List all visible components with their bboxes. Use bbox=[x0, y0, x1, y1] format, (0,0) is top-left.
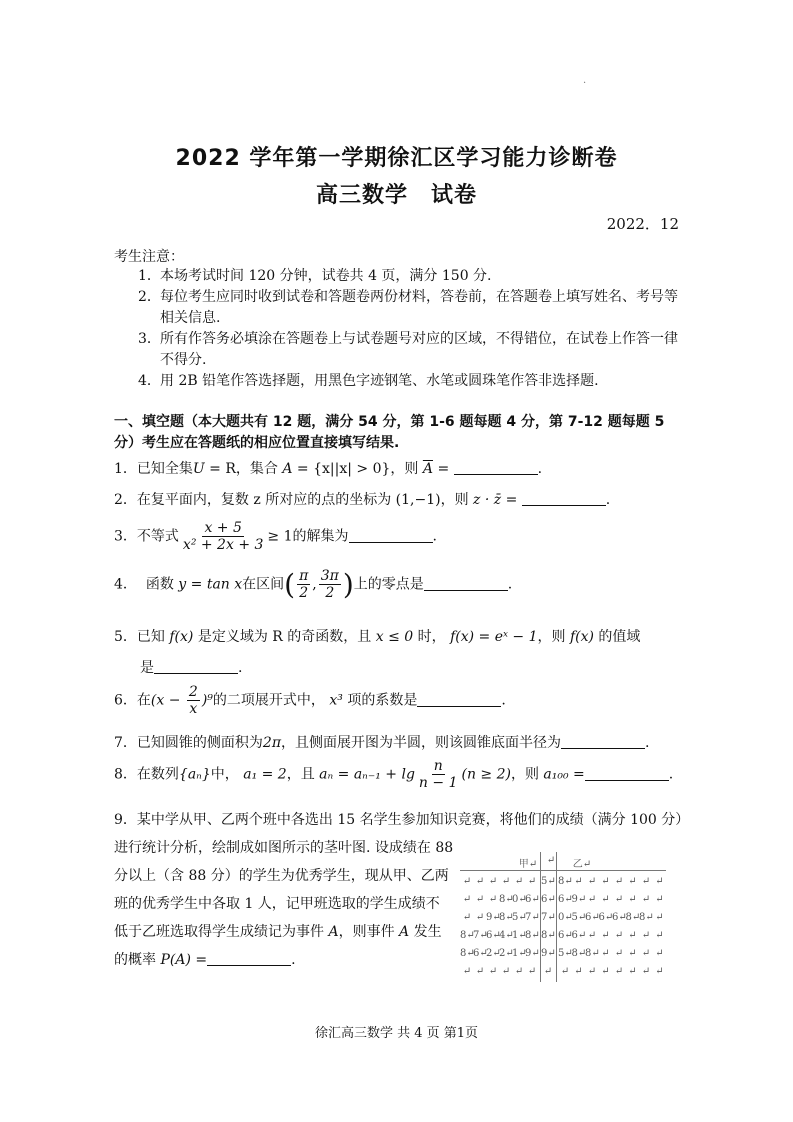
fraction: $\frac{x + 5}{\text{x² + 2x + 3}}$ bbox=[182, 520, 264, 554]
stem-leaf-left-cell: 7↵ bbox=[525, 912, 540, 923]
stem-leaf-left-cell: ↵ bbox=[462, 876, 472, 887]
question-6: 6．在(x − $\frac{2}{x}$ )⁹的二项展开式中， x³ 项的系数是 . bbox=[114, 684, 506, 718]
stem-leaf-right-cell: 5↵ bbox=[558, 948, 573, 959]
stem-leaf-right-cell: 8↵ bbox=[585, 948, 600, 959]
stem-leaf-stem-cell: ↵ bbox=[543, 966, 553, 977]
stem-leaf-right-cell: ↵ bbox=[628, 894, 637, 905]
question-7: 7．已知圆锥的侧面积为2π，且侧面展开图为半圆，则该圆锥底面半径为 . bbox=[114, 735, 650, 751]
corner-dot: . bbox=[583, 75, 587, 86]
stem-leaf-left-cell: ↵ bbox=[475, 876, 485, 887]
stem-leaf-right-cell: ↵ bbox=[655, 894, 664, 905]
answer-blank[interactable] bbox=[585, 766, 669, 781]
stem-leaf-right-cell: 5↵ bbox=[571, 912, 587, 923]
stem-leaf-right-cell: ↵ bbox=[574, 876, 583, 887]
stem-leaf-left-cell: ↵ bbox=[462, 894, 472, 905]
stem-leaf-left-cell: 9↵ bbox=[525, 948, 540, 959]
stem-leaf-left-cell: ↵ bbox=[475, 894, 485, 905]
stem-header-left: 甲↵ bbox=[518, 859, 538, 870]
stem-leaf-plot bbox=[460, 852, 666, 982]
stem-leaf-right-cell: ↵ bbox=[587, 966, 597, 977]
stem-leaf-left-cell: 7↵ bbox=[473, 930, 488, 941]
stem-leaf-left-cell: 1↵ bbox=[512, 948, 527, 959]
stem-leaf-right-cell: 8↵ bbox=[639, 912, 654, 923]
stem-leaf-left-cell: 9↵ bbox=[486, 912, 501, 923]
stem-leaf-left-cell: 8↵ bbox=[460, 930, 475, 941]
stem-leaf-right-cell: ↵ bbox=[641, 966, 651, 977]
stem-leaf-right-cell: 8↵ bbox=[558, 876, 573, 887]
stem-leaf-right-cell: ↵ bbox=[601, 876, 610, 887]
stem-leaf-left-cell: ↵ bbox=[475, 912, 485, 923]
stem-leaf-right-cell: 6↵ bbox=[585, 912, 600, 923]
stem-leaf-right-cell: 0↵ bbox=[558, 912, 573, 923]
exam-subtitle: 高三数学 试卷 bbox=[315, 183, 477, 208]
stem-leaf-right-cell: ↵ bbox=[614, 894, 624, 905]
stem-leaf-left-cell: 0↵ bbox=[512, 894, 527, 905]
stem-leaf-right-cell: ↵ bbox=[655, 930, 664, 941]
fraction: $\frac{n}{n - 1}$ bbox=[418, 758, 458, 792]
stem-leaf-right-cell: ↵ bbox=[614, 930, 624, 941]
stem-leaf-left-cell: 6↵ bbox=[486, 930, 501, 941]
stem-leaf-right-cell: ↵ bbox=[601, 930, 610, 941]
fraction: $\frac{3\pi}{2}$ bbox=[320, 568, 339, 602]
stem-leaf-right-cell: 9↵ bbox=[571, 894, 587, 905]
stem-leaf-right-cell: 6↵ bbox=[612, 912, 627, 923]
stem-leaf-right-cell: ↵ bbox=[628, 876, 637, 887]
notice-heading: 考生注意： bbox=[114, 249, 184, 265]
question-5: 5．已知 f(x) 是定义域为 R 的奇函数，且 x ≤ 0 时， f(x) = eˣ − 1，则 f(x) 的值域 bbox=[114, 629, 641, 645]
stem-leaf-right-cell: ↵ bbox=[574, 966, 583, 977]
stem-leaf-right-cell: ↵ bbox=[628, 930, 637, 941]
stem-leaf-left-cell: 5↵ bbox=[512, 912, 527, 923]
page-footer: 徐汇高三数学 共 4 页 第1页 bbox=[314, 1026, 479, 1041]
stem-leaf-right-cell: ↵ bbox=[655, 912, 664, 923]
stem-leaf-right-cell: 6↵ bbox=[558, 930, 573, 941]
stem-leaf-right-cell: 6↵ bbox=[598, 912, 614, 923]
answer-blank[interactable] bbox=[561, 734, 645, 749]
stem-leaf-right-cell: ↵ bbox=[641, 930, 651, 941]
stem-leaf-right-cell: ↵ bbox=[614, 876, 624, 887]
stem-header-mid: ↵ bbox=[546, 855, 556, 866]
stem-leaf-right-cell: ↵ bbox=[587, 876, 597, 887]
stem-leaf-left-cell: ↵ bbox=[501, 876, 511, 887]
question-1: 1．已知全集U = R，集合 A = {x||x| > 0}，则 $\overline{A}$ = . bbox=[114, 461, 543, 477]
answer-blank[interactable] bbox=[207, 951, 291, 966]
stem-leaf-left-cell: 6↵ bbox=[473, 948, 488, 959]
stem-leaf-left-cell: 8↵ bbox=[525, 930, 540, 941]
stem-leaf-right-cell: ↵ bbox=[655, 966, 664, 977]
stem-leaf-left-cell: ↵ bbox=[488, 894, 498, 905]
stem-leaf-left-cell: 2↵ bbox=[486, 948, 501, 959]
fraction: $\frac{2}{x}$ bbox=[188, 684, 198, 718]
stem-leaf-left-cell: ↵ bbox=[475, 966, 485, 977]
stem-leaf-stem-cell: 7↵ bbox=[541, 912, 556, 923]
answer-blank[interactable] bbox=[417, 692, 501, 707]
stem-leaf-right-cell: ↵ bbox=[641, 948, 651, 959]
stem-leaf-right-cell: ↵ bbox=[655, 948, 664, 959]
stem-leaf-left-cell: ↵ bbox=[488, 876, 498, 887]
notice-item-3: 3．所有作答务必填涂在答题卷上与试卷题号对应的区域，不得错位，在试卷上作答一律 不得分. bbox=[138, 331, 678, 368]
stem-leaf-right-cell: ↵ bbox=[601, 948, 610, 959]
stem-leaf-left-cell: 8↵ bbox=[499, 894, 514, 905]
stem-leaf-right-cell: ↵ bbox=[614, 966, 624, 977]
notice-item-1: 1．本场考试时间 120 分钟，试卷共 4 页，满分 150 分. bbox=[138, 268, 492, 284]
exam-date: 2022．12 bbox=[606, 215, 679, 233]
stem-leaf-left-cell: ↵ bbox=[514, 876, 524, 887]
stem-leaf-stem-cell: 8↵ bbox=[541, 930, 556, 941]
stem-leaf-right-cell: ↵ bbox=[614, 948, 624, 959]
stem-leaf-right-cell: ↵ bbox=[560, 966, 570, 977]
notice-list bbox=[138, 266, 683, 392]
stem-leaf-left-cell: ↵ bbox=[514, 966, 524, 977]
stem-leaf-left-cell: ↵ bbox=[501, 966, 511, 977]
notice-item-2: 2．每位考生应同时收到试卷和答题卷两份材料，答卷前，在答题卷上填写姓名、考号等 相关信息. bbox=[138, 289, 678, 326]
stem-leaf-right-cell: 6↵ bbox=[558, 894, 573, 905]
stem-leaf-right-cell: ↵ bbox=[641, 894, 651, 905]
answer-blank[interactable] bbox=[522, 491, 606, 506]
stem-divider-h bbox=[460, 870, 666, 871]
stem-leaf-right-cell: 8↵ bbox=[625, 912, 641, 923]
notice-item-4: 4．用 2B 铅笔作答选择题，用黑色字迹钢笔、水笔或圆珠笔作答非选择题. bbox=[138, 373, 599, 389]
stem-leaf-left-cell: 6↵ bbox=[525, 894, 540, 905]
stem-leaf-right-cell: ↵ bbox=[601, 894, 610, 905]
question-9: 9．某中学从甲、乙两个班中各选出 15 名学生参加知识竞赛，将他们的成绩（满分 100 分） 进行统计分析，绘制成如图所示的茎叶图. 设成绩在 88 分以上（含 88 分）的学生为优秀学生，现从甲、乙两 班的优秀学生中各取 1 人，记甲班选取的学生成绩不 低于乙班选取得学生成绩记为事件 A，则事件 A 发生 的概率 P(A) = . bbox=[114, 812, 690, 968]
stem-leaf-stem-cell: 9↵ bbox=[541, 948, 556, 959]
stem-leaf-left-cell: ↵ bbox=[527, 876, 537, 887]
stem-leaf-right-cell: ↵ bbox=[587, 894, 597, 905]
answer-blank[interactable] bbox=[454, 460, 538, 475]
stem-leaf-left-cell: ↵ bbox=[488, 966, 498, 977]
answer-blank[interactable] bbox=[349, 528, 433, 543]
question-3: 3．不等式 $\frac{x + 5}{\text{x² + 2x + 3}}$ ≥ 1的解集为 . bbox=[114, 520, 437, 554]
answer-blank[interactable] bbox=[154, 659, 238, 674]
question-8: 8．在数列{aₙ}中， a₁ = 2，且 aₙ = aₙ₋₁ + lg $\frac{n}{n - 1}$ (n ≥ 2)，则 a₁₀₀ = . bbox=[114, 758, 674, 792]
stem-leaf-right-cell: ↵ bbox=[655, 876, 664, 887]
stem-leaf-stem-cell: 5↵ bbox=[541, 876, 556, 887]
stem-leaf-left-cell: 1↵ bbox=[512, 930, 527, 941]
answer-blank[interactable] bbox=[424, 576, 508, 591]
stem-leaf-right-cell: ↵ bbox=[628, 966, 637, 977]
stem-leaf-right-cell: ↵ bbox=[628, 948, 637, 959]
stem-leaf-left-cell: 4↵ bbox=[499, 930, 514, 941]
fraction: $\frac{\pi}{2}$ bbox=[299, 568, 309, 602]
stem-leaf-left-cell: 2↵ bbox=[499, 948, 514, 959]
stem-leaf-right-cell: ↵ bbox=[641, 876, 651, 887]
stem-leaf-left-cell: 8↵ bbox=[460, 948, 475, 959]
question-2: 2．在复平面内，复数 z 所对应的点的坐标为 (1,−1)，则 z · z̄ = . bbox=[114, 492, 611, 508]
stem-leaf-right-cell: ↵ bbox=[587, 930, 597, 941]
stem-leaf-left-cell: 8↵ bbox=[499, 912, 514, 923]
question-4: 4． 函数 y = tan x在区间( $\frac{\pi}{2}$ , $\frac{3\pi}{2}$ )上的零点是 . bbox=[114, 568, 513, 602]
stem-leaf-left-cell: ↵ bbox=[462, 966, 472, 977]
stem-leaf-left-cell: ↵ bbox=[462, 912, 472, 923]
stem-leaf-right-cell: 8↵ bbox=[571, 948, 587, 959]
stem-divider-right bbox=[556, 852, 557, 982]
exam-title: 2022 学年第一学期徐汇区学习能力诊断卷 bbox=[175, 146, 618, 171]
stem-leaf-stem-cell: 6↵ bbox=[541, 894, 556, 905]
stem-header-right: 乙↵ bbox=[572, 859, 592, 870]
stem-leaf-right-cell: ↵ bbox=[601, 966, 610, 977]
question-5-line2: 是 . bbox=[140, 660, 243, 676]
stem-leaf-left-cell: ↵ bbox=[527, 966, 537, 977]
stem-leaf-right-cell: 6↵ bbox=[571, 930, 587, 941]
section-heading: 一、填空题（本大题共有 12 题，满分 54 分，第 1-6 题每题 4 分，第 7-12 题每题 5 分）考生应在答题纸的相应位置直接填写结果. bbox=[114, 414, 665, 451]
